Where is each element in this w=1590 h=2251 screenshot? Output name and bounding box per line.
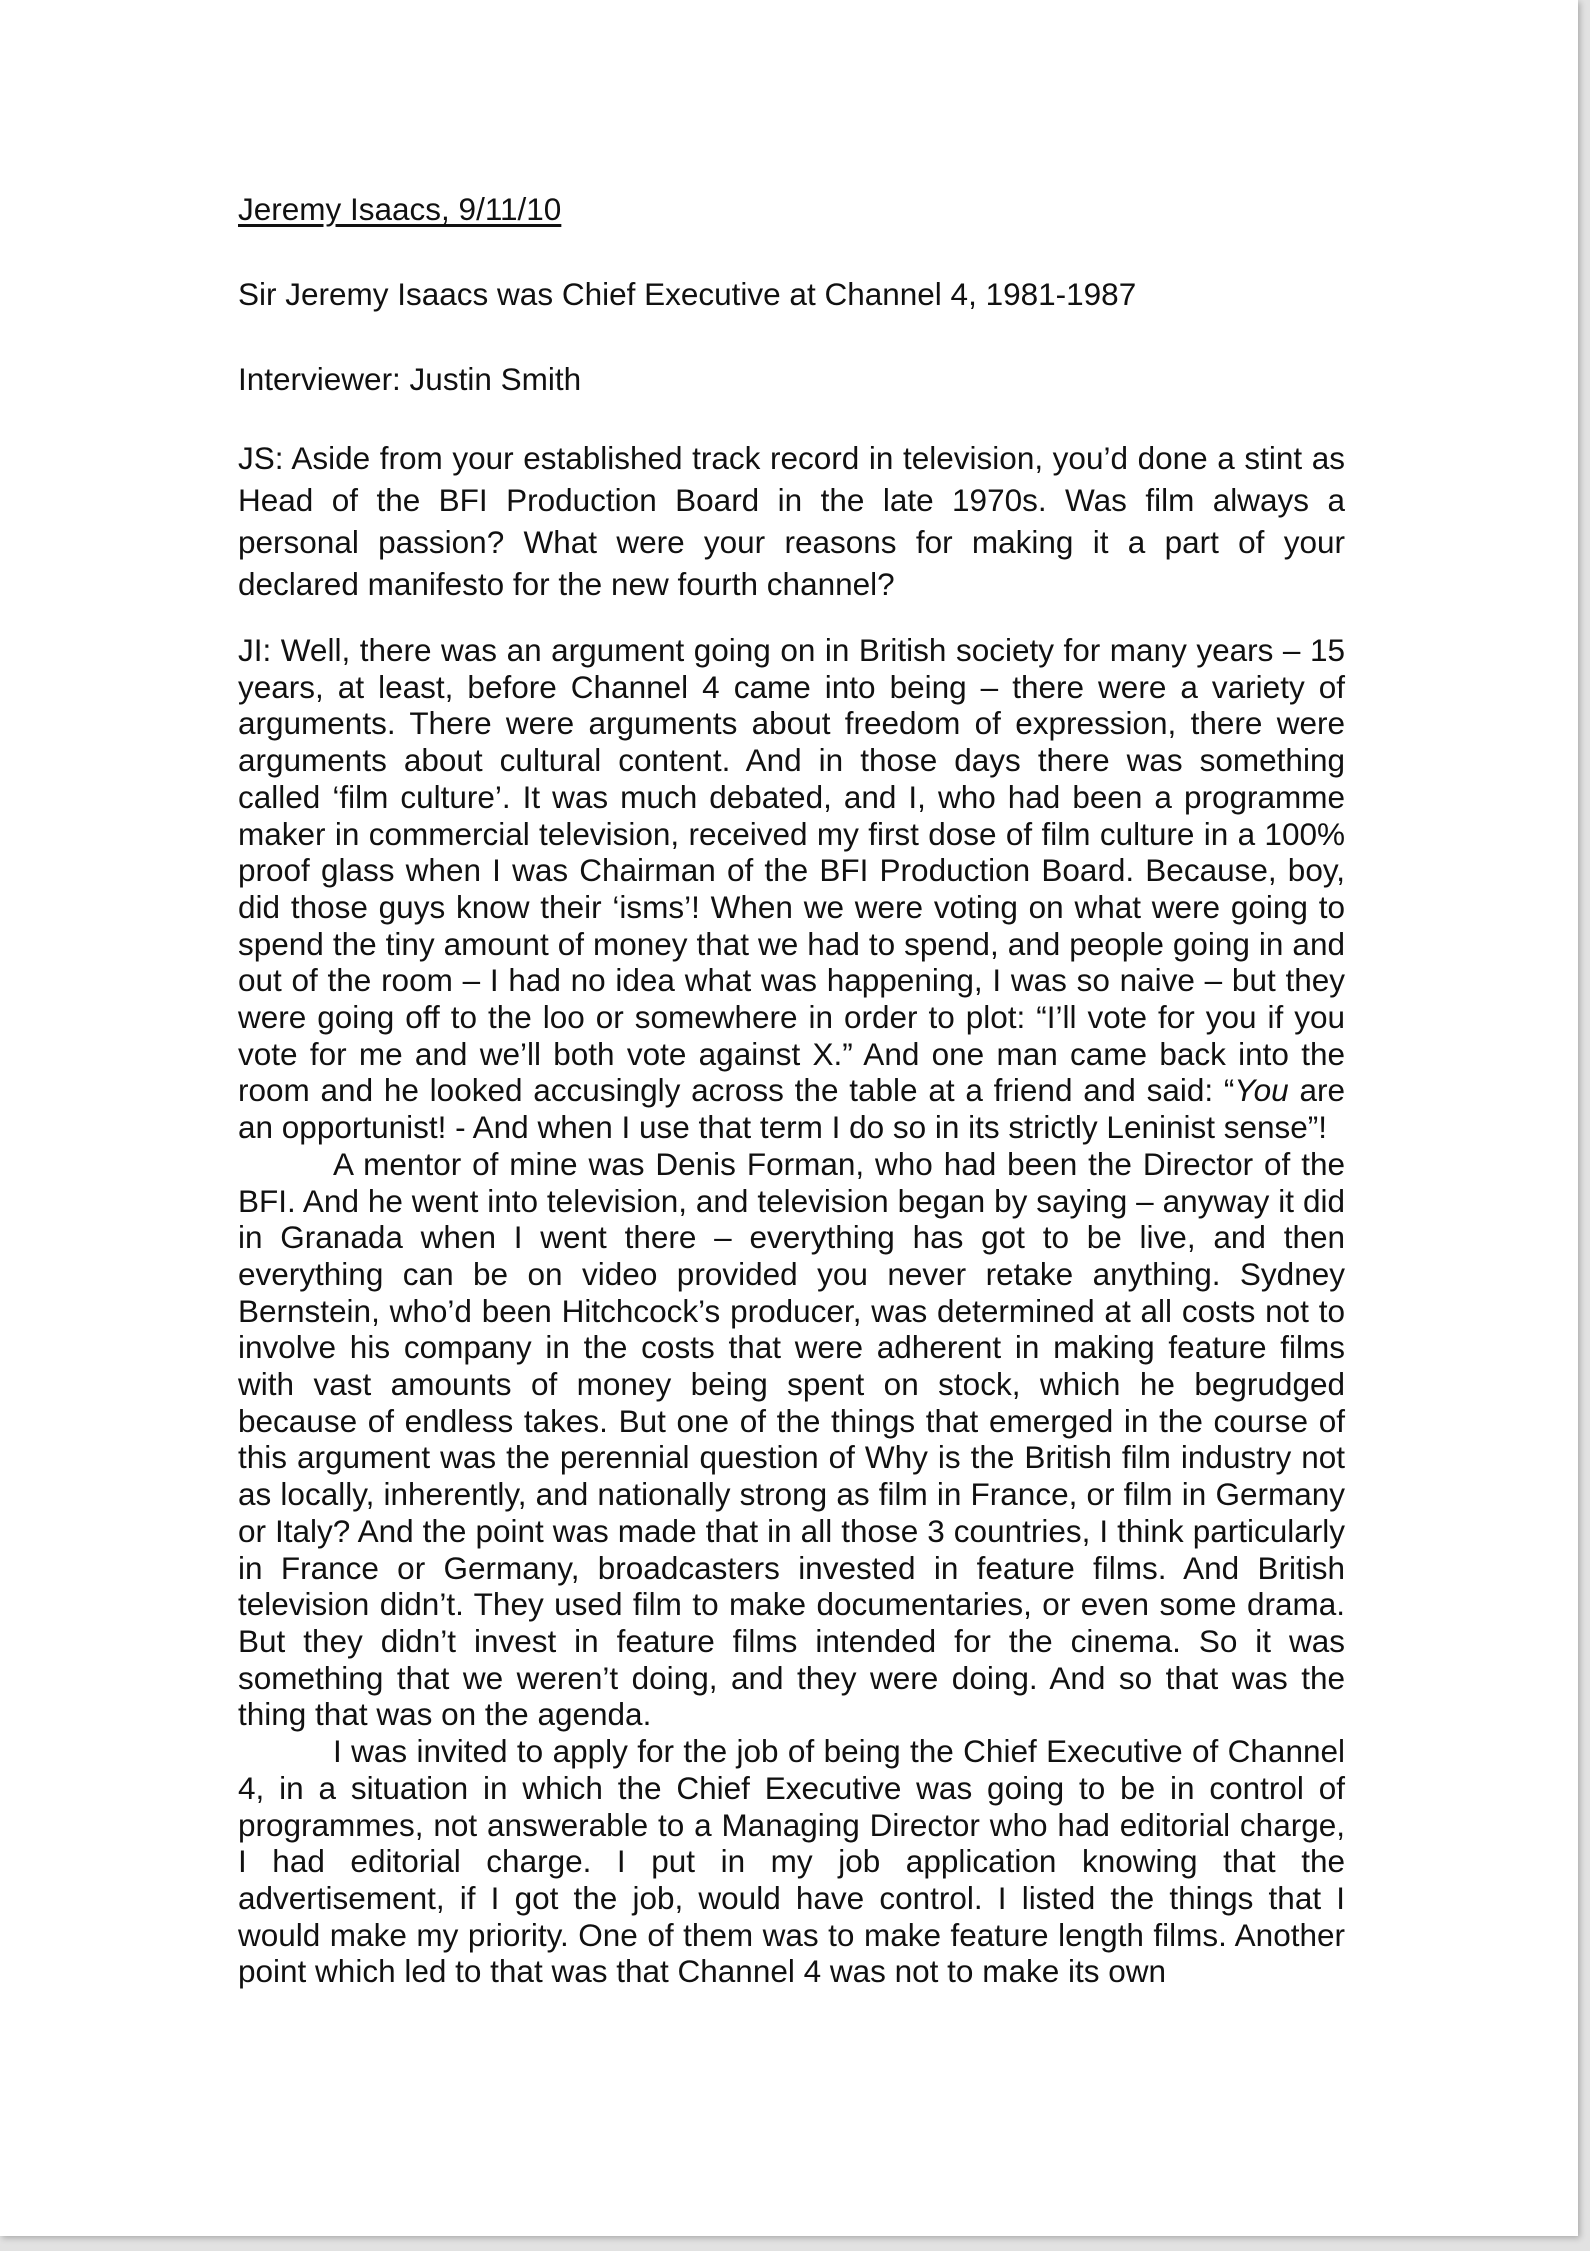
answer-paragraph-1-emphasis: You — [1234, 1072, 1289, 1109]
answer-paragraph-1 — [238, 632, 1345, 1146]
document-body — [238, 184, 1345, 1990]
answer-paragraph-1-text-a: JI: Well, there was an argument going on in British society for many years – 15 years, at least, before Channel 4 came into being – there were a variety of arguments. There were arguments about freedom of expression, there were arguments about cultural content. And in those days there was something called ‘film culture’. It was much debated, and I, who had been a programme maker in commercial television, received my first dose of film culture in a 100% proof glass when I was Chairman of the BFI Production Board. Because, boy, did those guys know their ‘isms’! When we were voting on what were going to spend the tiny amount of money that we had to spend, and people going in and out of the room – I had no idea what was happening, I was so naive – but they were going off to the loo or somewhere in order to plot: “I’ll vote for you if you vote for me and we’ll both vote against X.” And one man came back into the room and he looked accusingly across the table at a friend and said: “ — [238, 632, 1345, 1109]
interview-question: JS: Aside from your established track record in television, you’d done a stint as Head of the BFI Production Board in the late 1970s. Was film always a personal passion? What were your reasons for making it a part of your declared manifesto for the new fourth channel? — [238, 440, 1345, 602]
document-title: Jeremy Isaacs, 9/11/10 — [238, 191, 562, 227]
interview-answer — [238, 632, 1345, 1990]
interviewer-line: Interviewer: Justin Smith — [238, 361, 582, 397]
answer-paragraph-3: I was invited to apply for the job of being the Chief Executive of Channel 4, in a situation in which the Chief Executive was going to be in control of programmes, not answerable to a Managing Director who had editorial charge, I had editorial charge. I put in my job application knowing that the advertisement, if I got the job, would have control. I listed the things that I would make my priority. One of them was to make feature length films. Another point which led to that was that Channel 4 was not to make its own — [238, 1733, 1345, 1990]
answer-paragraph-2: A mentor of mine was Denis Forman, who had been the Director of the BFI. And he went into television, and television began by saying – anyway it did in Granada when I went there – everything has got to be live, and then everything can be on video provided you never retake anything. Sydney Bernstein, who’d been Hitchcock’s producer, was determined at all costs not to involve his company in the costs that were adherent in making feature films with vast amounts of money being spent on stock, which he begrudged because of endless takes. But one of the things that emerged in the course of this argument was the perennial question of Why is the British film industry not as locally, inherently, and nationally strong as film in France, or film in Germany or Italy? And the point was made that in all those 3 countries, I think particularly in France or Germany, broadcasters invested in feature films. And British television didn’t. They used film to make documentaries, or even some drama. But they didn’t invest in feature films intended for the cinema. So it was something that we weren’t doing, and they were doing. And so that was the thing that was on the agenda. — [238, 1145, 1345, 1733]
document-subtitle: Sir Jeremy Isaacs was Chief Executive at Channel 4, 1981-1987 — [238, 276, 1137, 312]
answer-paragraph-1-text-b: are an opportunist! - And when I use that term I do so in its strictly Leninist sense”! — [238, 1072, 1346, 1146]
